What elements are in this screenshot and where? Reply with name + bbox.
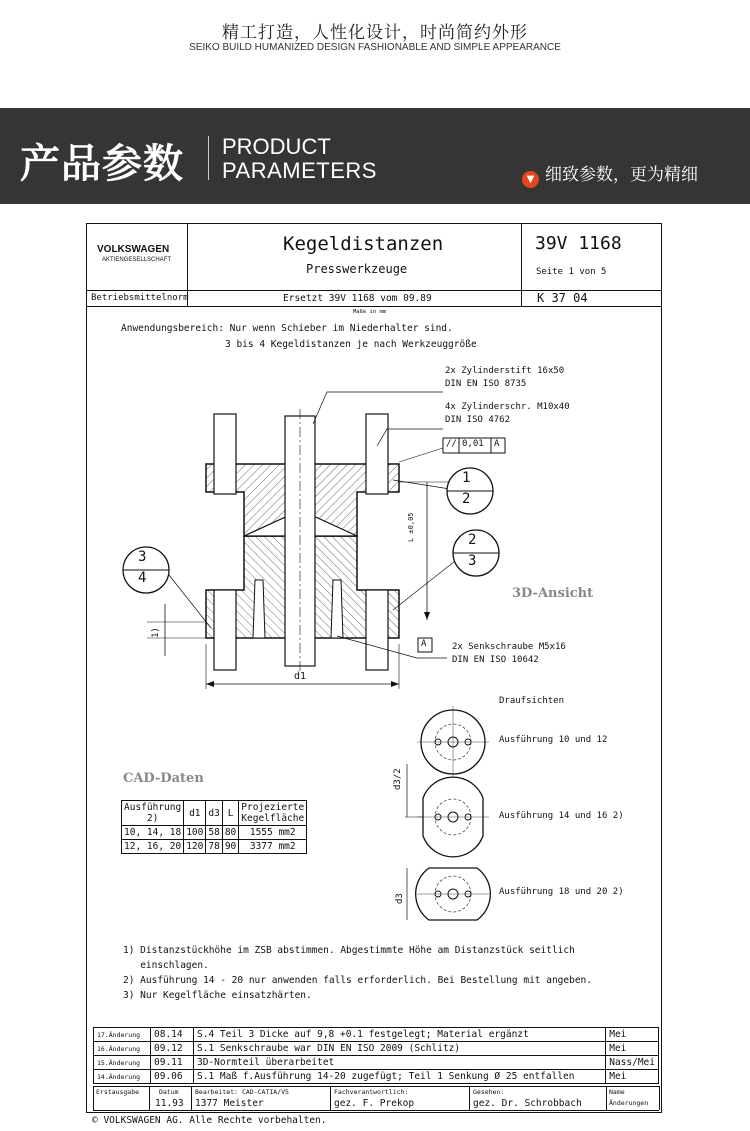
spec-header-cell: Projezierte Kegelfläche — [239, 801, 307, 826]
change-author: Nass/Mei — [606, 1056, 659, 1070]
seen-value: gez. Dr. Schrobbach — [473, 1098, 582, 1109]
top-views — [387, 764, 547, 1064]
top-view-c — [407, 868, 490, 920]
note-line: einschlagen. — [123, 960, 209, 971]
replaces-note: Ersetzt 39V 1168 vom 09.89 — [283, 293, 432, 304]
spec-cell: 100 — [184, 826, 206, 840]
variant-a: Ausführung 10 und 12 — [499, 735, 608, 745]
document-number: 39V 1168 — [535, 233, 622, 254]
countersunk-left — [253, 580, 265, 638]
change-date: 08.14 — [151, 1028, 194, 1042]
brand-sub: AKTIENGESELLSCHAFT — [102, 257, 172, 263]
datum-label: A — [421, 639, 427, 649]
footer-col — [330, 1086, 331, 1110]
spec-cell: 12, 16, 20 — [122, 840, 184, 854]
first-issue-label: Erstausgabe — [96, 1088, 140, 1096]
footer-col — [191, 1086, 192, 1110]
dim-d3: d3 — [395, 893, 405, 904]
label-countersunk: 2x Senkschraube M5x16 — [452, 642, 566, 652]
label-pin-norm: DIN EN ISO 8735 — [445, 379, 527, 389]
change-number: 15.Änderung — [94, 1056, 151, 1070]
tolerance-ref: A — [494, 439, 500, 449]
table-row — [122, 840, 307, 854]
cad-label: CAD-Daten — [123, 771, 204, 786]
banner-title-en-1: PRODUCT — [222, 134, 331, 159]
label-screw: 4x Zylinderschr. M10x40 — [445, 402, 570, 412]
screw-upper-right — [366, 414, 388, 494]
label-screw-norm: DIN ISO 4762 — [445, 415, 511, 425]
banner-title-en-2: PARAMETERS — [222, 158, 377, 183]
header-slogan-cn: 精工打造，人性化设计，时尚简约外形 — [222, 23, 528, 43]
spec-header-cell: d1 — [184, 801, 206, 826]
banner-title-cn: 产品参数 — [20, 140, 184, 187]
table-row — [94, 1028, 659, 1042]
change-date: 09.11 — [151, 1056, 194, 1070]
bubble-1-top: 1 — [462, 470, 471, 486]
bubble-3-bottom: 4 — [138, 570, 147, 586]
down-arrow-icon: ▼ — [522, 171, 539, 188]
screw-lower-left — [214, 590, 236, 670]
note-line: 2) Ausführung 14 - 20 nur anwenden falls erforderlich. Bei Bestellung mit angeben. — [123, 975, 592, 986]
change-text: 3D-Normteil überarbeitet — [194, 1056, 606, 1070]
variant-b: Ausführung 14 und 16 2) — [499, 811, 624, 821]
view-3d-label: 3D-Ansicht — [512, 586, 594, 601]
responsible-label: Fachverantwortlich: — [334, 1088, 409, 1096]
change-number: 17.Änderung — [94, 1028, 151, 1042]
change-author: Mei — [606, 1042, 659, 1056]
banner-tagline — [522, 160, 698, 188]
name-label: Name — [609, 1088, 625, 1096]
spec-cell: 78 — [206, 840, 222, 854]
seen-label: Gesehen: — [473, 1088, 505, 1096]
footer-col — [469, 1086, 470, 1110]
leader-bubble-34 — [165, 570, 211, 628]
banner-divider — [208, 136, 209, 180]
footer-top-rule — [93, 1086, 659, 1087]
screw-lower-right — [366, 590, 388, 670]
change-text: S.1 Maß f.Ausführung 14-20 zugefügt; Teil 1 Senkung Ø 25 entfallen — [194, 1070, 606, 1084]
bubble-2-bottom: 3 — [468, 553, 477, 569]
variant-c: Ausführung 18 und 20 2) — [499, 887, 624, 897]
footer-col — [93, 1086, 94, 1110]
page-indicator: Seite 1 von 5 — [536, 267, 607, 277]
usage-line-1: Anwendungsbereich: Nur wenn Schieber im Niederhalter sind. — [121, 323, 453, 334]
spec-cell: 58 — [206, 826, 222, 840]
responsible-value: gez. F. Prekop — [334, 1098, 415, 1109]
technical-drawing — [87, 224, 661, 784]
countersunk-right — [331, 580, 343, 638]
change-date: 09.06 — [151, 1070, 194, 1084]
spec-header-row — [122, 801, 307, 826]
units-note: Maße in mm — [353, 309, 387, 315]
date-value: 11.93 — [155, 1098, 184, 1109]
change-number: 16.Änderung — [94, 1042, 151, 1056]
footer-bottom-rule — [93, 1110, 659, 1111]
footer-col — [149, 1086, 150, 1110]
spec-cell: 80 — [222, 826, 238, 840]
spec-cell: 10, 14, 18 — [122, 826, 184, 840]
norm-category: Betriebsmittelnorm — [91, 293, 189, 303]
change-log-table — [93, 1027, 659, 1084]
change-date: 09.12 — [151, 1042, 194, 1056]
spec-header-cell: Ausführung 2) — [122, 801, 184, 826]
spec-cell: 120 — [184, 840, 206, 854]
class-code: K 37 04 — [537, 291, 588, 305]
table-row — [122, 826, 307, 840]
table-row — [94, 1070, 659, 1084]
dim-L-label: L ±0,05 — [407, 512, 415, 542]
change-author: Mei — [606, 1028, 659, 1042]
change-text: S.4 Teil 3 Dicke auf 9,8 +0.1 festgelegt; Material ergänzt — [194, 1028, 606, 1042]
label-pin: 2x Zylinderstift 16x50 — [445, 366, 565, 376]
document-title: Kegeldistanzen — [283, 233, 444, 255]
footer-col — [659, 1086, 660, 1110]
bubble-3-top: 3 — [138, 549, 147, 565]
spec-cell: 1555 mm2 — [239, 826, 307, 840]
spec-cell: 90 — [222, 840, 238, 854]
table-row — [94, 1042, 659, 1056]
tolerance-value: 0,01 — [462, 439, 484, 449]
banner-tagline-text: 细致参数，更为精细 — [545, 165, 698, 185]
note-line: 1) Distanzstückhöhe im ZSB abstimmen. Abgestimmte Höhe am Distanzstück seitlich — [123, 945, 575, 956]
brand-name: VOLKSWAGEN — [97, 244, 170, 255]
usage-line-2: 3 bis 4 Kegeldistanzen je nach Werkzeuggröße — [225, 339, 477, 350]
spec-cell: 3377 mm2 — [239, 840, 307, 854]
document-subtitle: Presswerkzeuge — [306, 262, 408, 276]
change-number: 14.Änderung — [94, 1070, 151, 1084]
edited-value: 1377 Meister — [195, 1098, 264, 1109]
bubble-2-top: 2 — [468, 532, 477, 548]
note-line: 3) Nur Kegelfläche einsatzhärten. — [123, 990, 312, 1001]
change-text: S.1 Senkschraube war DIN EN ISO 2009 (Schlitz) — [194, 1042, 606, 1056]
top-view-b — [405, 777, 489, 857]
screw-upper-left — [214, 414, 236, 494]
section-banner — [0, 108, 750, 204]
spec-header-cell: L — [222, 801, 238, 826]
spec-header-cell: d3 — [206, 801, 222, 826]
dim-1-label: 1) — [151, 627, 161, 638]
copyright: © VOLKSWAGEN AG. Alle Rechte vorbehalten. — [92, 1115, 327, 1126]
dim-d1-label: d1 — [294, 671, 307, 682]
date-label: Datum — [159, 1088, 179, 1096]
edited-label: Bearbeitet: CAD-CATIA/V5 — [195, 1088, 289, 1096]
tolerance-symbol: // — [446, 439, 457, 449]
change-author: Mei — [606, 1070, 659, 1084]
top-views-title: Draufsichten — [499, 696, 565, 706]
header-slogan-en: SEIKO BUILD HUMANIZED DESIGN FASHIONABLE AND SIMPLE APPEARANCE — [189, 42, 561, 53]
bubble-1-bottom: 2 — [462, 491, 471, 507]
footer-col — [606, 1086, 607, 1110]
label-countersunk-norm: DIN EN ISO 10642 — [452, 655, 539, 665]
drawing-sheet — [86, 223, 662, 1113]
spec-table — [121, 800, 307, 854]
changes-label: Änderungen — [609, 1099, 649, 1107]
table-row — [94, 1056, 659, 1070]
dim-d3-half: d3/2 — [393, 768, 403, 790]
